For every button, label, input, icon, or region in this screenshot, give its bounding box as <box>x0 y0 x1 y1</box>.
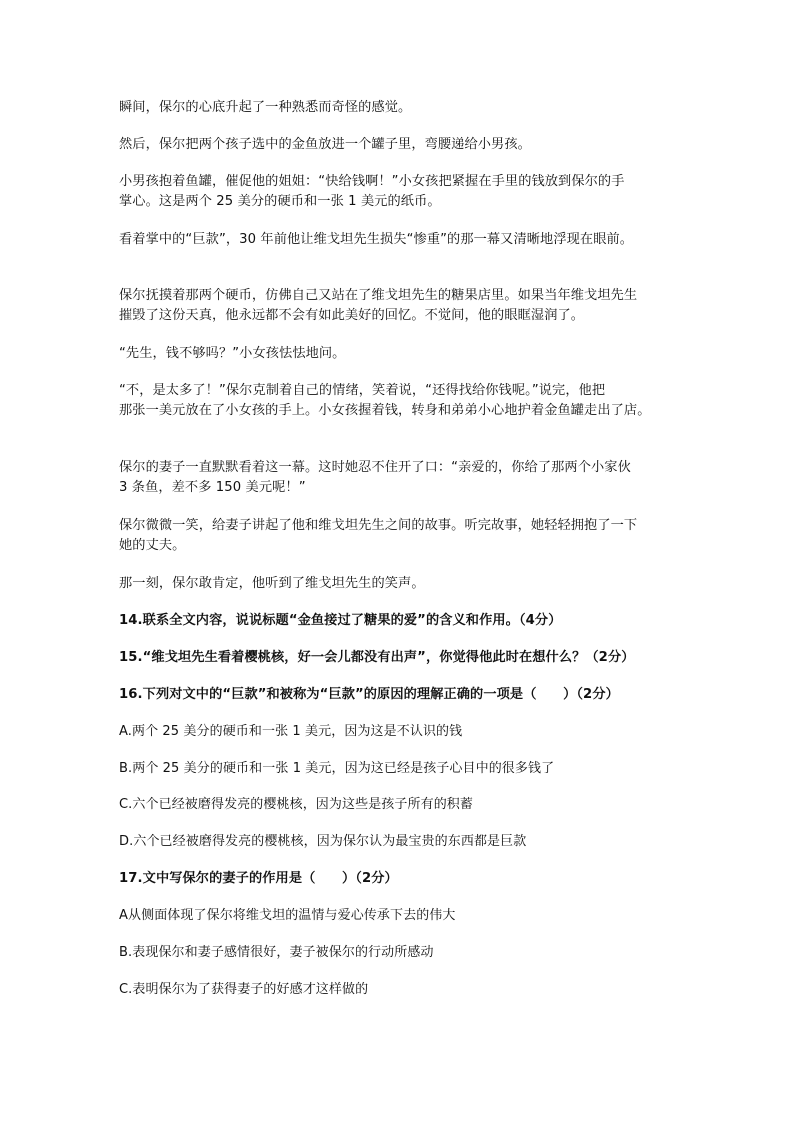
passage-paragraph-9-line-1: 保尔微微一笑，给妻子讲起了他和维戈坦先生之间的故事。听完故事，她轻轻拥抱了一下 <box>119 518 638 533</box>
question-15: 15.“维戈坦先生看着樱桃核，好一会儿都没有出声”，你觉得他此时在想什么？（2分） <box>119 650 635 665</box>
passage-paragraph-6: “先生，钱不够吗？”小女孩怯怯地问。 <box>119 346 346 361</box>
question-16-option-d: D.六个已经被磨得发亮的樱桃核，因为保尔认为最宝贵的东西都是巨款 <box>119 834 527 849</box>
question-16-option-a: A.两个 25 美分的硬币和一张 1 美元，因为这是不认识的钱 <box>119 724 463 739</box>
question-14: 14.联系全文内容，说说标题“金鱼接过了糖果的爱”的含义和作用。（4分） <box>119 613 562 628</box>
passage-paragraph-3-line-1: 小男孩抱着鱼罐，催促他的姐姐：“快给钱啊！”小女孩把紧握在手里的钱放到保尔的手 <box>119 174 625 189</box>
passage-paragraph-7-line-2: 那张一美元放在了小女孩的手上。小女孩握着钱，转身和弟弟小心地护着金鱼罐走出了店。 <box>119 403 651 418</box>
passage-paragraph-2: 然后，保尔把两个孩子选中的金鱼放进一个罐子里，弯腰递给小男孩。 <box>119 137 531 152</box>
question-16: 16.下列对文中的“巨款”和被称为“巨款”的原因的理解正确的一项是（ ）（2分） <box>119 687 619 702</box>
passage-paragraph-8-line-2: 3 条鱼，差不多 150 美元呢！” <box>119 480 306 495</box>
passage-paragraph-9-line-2: 她的丈夫。 <box>119 538 186 553</box>
passage-paragraph-8-line-1: 保尔的妻子一直默默看着这一幕。这时她忍不住开了口：“亲爱的，你给了那两个小家伙 <box>119 460 631 475</box>
passage-paragraph-5-line-2: 摧毁了这份天真，他永远都不会有如此美好的回忆。不觉间，他的眼眶湿润了。 <box>119 308 585 323</box>
passage-paragraph-3-line-2: 掌心。这是两个 25 美分的硬币和一张 1 美元的纸币。 <box>119 194 441 209</box>
question-16-option-c: C.六个已经被磨得发亮的樱桃核，因为这些是孩子所有的积蓄 <box>119 797 474 812</box>
passage-paragraph-4: 看着掌中的“巨款”，30 年前他让维戈坦先生损失“惨重”的那一幕又清晰地浮现在眼前。 <box>119 232 634 247</box>
question-17-option-c: C.表明保尔为了获得妻子的好感才这样做的 <box>119 982 369 997</box>
question-17-option-a: A从侧面体现了保尔将维戈坦的温情与爱心传承下去的伟大 <box>119 908 456 923</box>
question-17-option-b: B.表现保尔和妻子感情很好，妻子被保尔的行动所感动 <box>119 945 434 960</box>
passage-paragraph-5-line-1: 保尔抚摸着那两个硬币，仿佛自己又站在了维戈坦先生的糖果店里。如果当年维戈坦先生 <box>119 288 638 303</box>
passage-paragraph-1: 瞬间，保尔的心底升起了一种熟悉而奇怪的感觉。 <box>119 100 412 115</box>
question-16-option-b: B.两个 25 美分的硬币和一张 1 美元，因为这已经是孩子心目中的很多钱了 <box>119 761 555 776</box>
passage-paragraph-7-line-1: “不，是太多了！”保尔克制着自己的情绪，笑着说，“还得找给你钱呢。”说完，他把 <box>119 383 606 398</box>
question-17: 17.文中写保尔的妻子的作用是（ ）（2分） <box>119 871 398 886</box>
passage-paragraph-10: 那一刻，保尔敢肯定，他听到了维戈坦先生的笑声。 <box>119 576 425 591</box>
